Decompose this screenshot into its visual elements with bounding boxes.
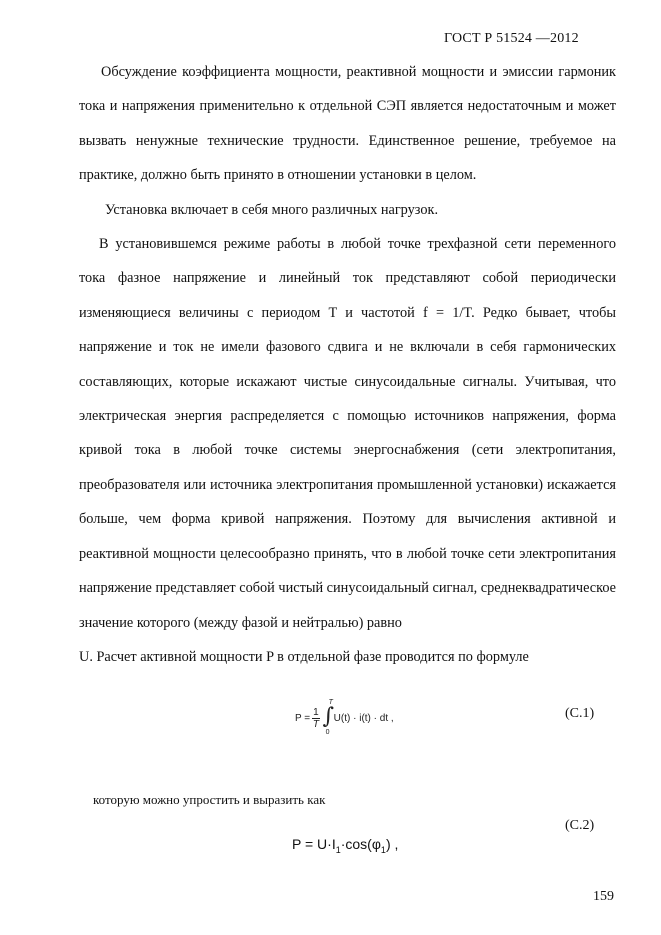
integral-lower-limit: 0 [325, 729, 330, 736]
formula-c2-part-a: P = U·I [292, 836, 336, 852]
paragraph-installation: Установка включает в себя много различных нагрузок. [105, 201, 439, 218]
fraction-numerator: 1 [313, 706, 319, 718]
formula-c1 [295, 696, 394, 740]
formula-c2-part-b: ·cos(φ [340, 836, 381, 852]
integral-upper-limit: T [328, 699, 333, 706]
paragraph-steady-state: В установившемся режиме работы в любой точке трехфазной сети переменного тока фазное напряжение и линейный ток представляют собой периодически изменяющиеся величины с периодом T и частотой f = 1/T. Редко бывает, чтобы напряжение и ток не имели фазового сдвига и не включали в себя гармонических составляющих, которые искажают чистые синусоидальные сигналы. Учитывая, что электрическая энергия распределяется с помощью источников напряжения, форма кривой тока в любой точке системы энергоснабжения (сети электропитания, преобразователя или источника электропитания промышленной установки) искажается больше, чем форма кривой напряжения. Поэтому для вычисления активной и реактивной мощности целесообразно принять, что в любой точке сети электропитания напряжение представляет собой чистый синусоидальный сигнал, среднеквадратическое значение которого (между фазой и нейтралью) равно [79, 236, 616, 631]
document-header: ГОСТ Р 51524 —2012 [444, 31, 579, 46]
formula-c2-part-c: ) , [385, 836, 399, 852]
page-number: 159 [593, 889, 614, 904]
paragraph-active-power: U. Расчет активной мощности P в отдельной фазе проводится по формуле [79, 648, 529, 665]
integral-sign [323, 701, 333, 735]
fraction-denominator: T [312, 718, 319, 730]
formula-c2-subscript-1: 1 [335, 844, 341, 855]
formula-c2 [292, 836, 398, 855]
integral-icon: ∫ [322, 704, 335, 729]
paragraph-power-factor: Обсуждение коэффициента мощности, реактивной мощности и эмиссии гармоник тока и напряжения применительно к отдельной СЭП является недостаточным и может вызвать ненужные технические трудности. Единственное решение, требуемое на практике, должно быть принято в отношении установки в целом. [79, 64, 616, 184]
formula-c1-integrand: U(t) · i(t) · dt , [333, 712, 394, 724]
equation-number-c2: (С.2) [565, 818, 595, 833]
formula-c1-fraction [312, 707, 320, 730]
formula-c1-lhs: P = [295, 712, 311, 724]
formula-c2-intro: которую можно упростить и выразить как [93, 792, 326, 807]
formula-c2-subscript-2: 1 [380, 844, 386, 855]
equation-number-c1: (С.1) [565, 706, 595, 721]
body-text [79, 55, 616, 674]
